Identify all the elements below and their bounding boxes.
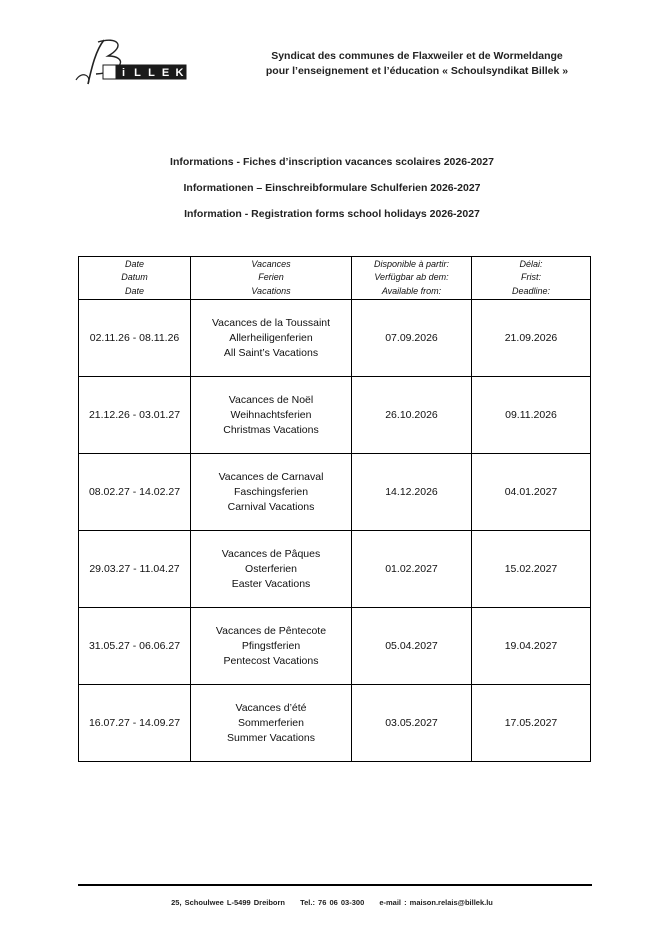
cell-available: 01.02.2027 bbox=[352, 531, 472, 608]
table-row bbox=[79, 531, 591, 608]
cell-vacation-name: Vacances de Carnaval Faschingsferien Carnival Vacations bbox=[191, 454, 352, 531]
logo-letter: B bbox=[105, 67, 114, 79]
table-row bbox=[79, 377, 591, 454]
cell-deadline: 15.02.2027 bbox=[472, 531, 591, 608]
cell-deadline: 09.11.2026 bbox=[472, 377, 591, 454]
cell-deadline: 21.09.2026 bbox=[472, 300, 591, 377]
cell-dates: 31.05.27 - 06.06.27 bbox=[79, 608, 191, 685]
header-available-from: Disponible à partir: Verfügbar ab dem: Available from: bbox=[352, 257, 472, 300]
organization-header bbox=[225, 49, 609, 79]
cell-dates: 08.02.27 - 14.02.27 bbox=[79, 454, 191, 531]
cell-available: 26.10.2026 bbox=[352, 377, 472, 454]
footer-phone: Tel.: 76 06 03-300 bbox=[300, 898, 365, 907]
cell-available: 03.05.2027 bbox=[352, 685, 472, 762]
logo-letter: L bbox=[148, 67, 155, 79]
footer-address: 25, Schoulwee L-5499 Dreiborn bbox=[171, 898, 285, 907]
logo-letter: i bbox=[121, 67, 126, 79]
cell-dates: 21.12.26 - 03.01.27 bbox=[79, 377, 191, 454]
header-date: Date Datum Date bbox=[79, 257, 191, 300]
holidays-table bbox=[78, 256, 591, 762]
header-vacations: Vacances Ferien Vacations bbox=[191, 257, 352, 300]
cell-available: 07.09.2026 bbox=[352, 300, 472, 377]
table-header-row bbox=[79, 257, 591, 300]
cell-available: 05.04.2027 bbox=[352, 608, 472, 685]
document-titles bbox=[0, 155, 664, 233]
title-german: Informationen – Einschreibformulare Schulferien 2026-2027 bbox=[183, 182, 481, 194]
cell-deadline: 19.04.2027 bbox=[472, 608, 591, 685]
billek-logo bbox=[74, 36, 192, 88]
cell-dates: 16.07.27 - 14.09.27 bbox=[79, 685, 191, 762]
table-row bbox=[79, 608, 591, 685]
cell-deadline: 04.01.2027 bbox=[472, 454, 591, 531]
cell-vacation-name: Vacances de la Toussaint Allerheiligenferien All Saint’s Vacations bbox=[191, 300, 352, 377]
cell-deadline: 17.05.2027 bbox=[472, 685, 591, 762]
footer-contact bbox=[0, 898, 664, 907]
cell-vacation-name: Vacances de Pêntecote Pfingstferien Pentecost Vacations bbox=[191, 608, 352, 685]
cell-dates: 29.03.27 - 11.04.27 bbox=[79, 531, 191, 608]
cell-dates: 02.11.26 - 08.11.26 bbox=[79, 300, 191, 377]
cell-available: 14.12.2026 bbox=[352, 454, 472, 531]
cell-vacation-name: Vacances de Noël Weihnachtsferien Christmas Vacations bbox=[191, 377, 352, 454]
logo-letter: L bbox=[134, 67, 141, 79]
logo-letter: K bbox=[175, 67, 184, 79]
footer-email: e-mail : maison.relais@billek.lu bbox=[379, 898, 493, 907]
logo-letter-boxes bbox=[102, 64, 190, 80]
header-line-1: Syndicat des communes de Flaxweiler et de Wormeldange bbox=[271, 50, 563, 62]
table-row bbox=[79, 300, 591, 377]
title-french: Informations - Fiches d’inscription vacances scolaires 2026-2027 bbox=[170, 156, 494, 168]
table-row bbox=[79, 454, 591, 531]
cell-vacation-name: Vacances d’été Sommerferien Summer Vacations bbox=[191, 685, 352, 762]
footer-divider bbox=[78, 884, 592, 886]
header-line-2: pour l’enseignement et l’éducation « Schoulsyndikat Billek » bbox=[265, 65, 569, 77]
title-english: Information - Registration forms school holidays 2026-2027 bbox=[184, 208, 480, 220]
logo-swash bbox=[74, 36, 134, 88]
cell-vacation-name: Vacances de Pâques Osterferien Easter Vacations bbox=[191, 531, 352, 608]
table-row bbox=[79, 685, 591, 762]
logo-letter: E bbox=[161, 67, 170, 79]
header-deadline: Délai: Frist: Deadline: bbox=[472, 257, 591, 300]
